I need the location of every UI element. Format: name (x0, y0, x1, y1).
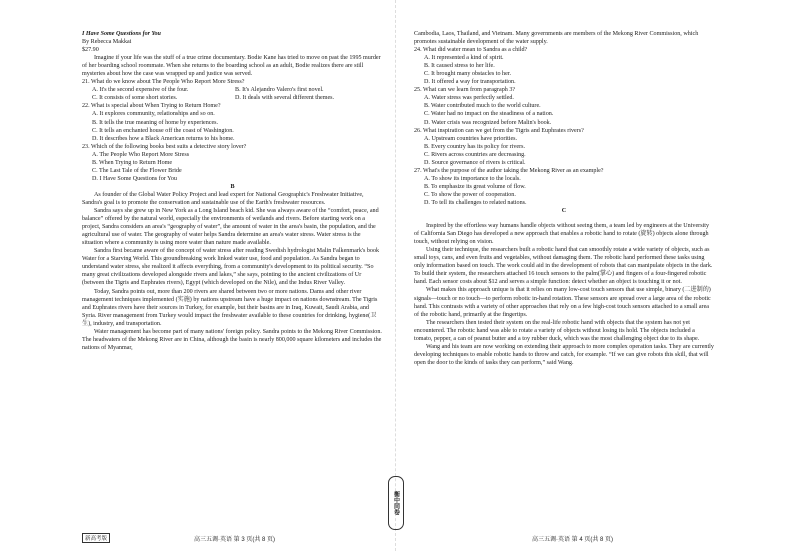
q23-option-a: A. The People Who Report More Stress (92, 151, 190, 158)
b-paragraph: Water management has become part of many nations' foreign policy. Sandra points to the Mekong River Commission. The headwaters of the Mekong River are in China, although the basin is nearly 800,000 square kilometers and includes the nations of Myanmar, (82, 328, 382, 351)
b-paragraph: Sandra says she grew up in New York as a Long Island beach kid. She was always aware of the “comfort, peace, and balance” offered by the natural world, especially the environments of wetlands and rivers. Before starting work on a project, Sandra considers an area's “geography of water”, the amount of water in the area's basin, the population, and the agricultural use of water. The geography of water helps Sandra determine an area's water stress. Water stress is the situation where a community is using more water than nature made available. (82, 208, 379, 247)
section-c-heading: C (561, 208, 567, 215)
q25-option-c: C. Water had no impact on the steadiness of a nation. (424, 111, 554, 118)
q25-option-d: D. Water crisis was recognized before Malin's book. (424, 119, 552, 126)
b-paragraph: As founder of the Global Water Policy Project and lead expert for National Geographic's Freshwater Initiative, Sandra's goal is to promote the conservation and sustainable use of the Earth's freshwater resources. (82, 191, 364, 206)
book-price: $27.90 (82, 47, 99, 54)
seal-text: 衡中同卷 (392, 491, 400, 515)
c-paragraph: What makes this approach unique is that it relies on many low-cost touch sensors that use simple, binary (二进制的) signals—touch or no touch—to perform robotic in-hand rotation. These sensors are spread over a large area of the robotic hand. This contrasts with a variety of other approaches that rely on a few high-cost touch sensors attached to a small area of the robotic hand, primarily at the fingertips. (414, 287, 711, 318)
q21-options-row2 (82, 94, 383, 102)
q22-option-b: B. It tells the true meaning of home by experiences. (92, 119, 219, 126)
c-paragraph: The researchers then tested their system on the real-life robotic hand with objects that the system has not yet encountered. The robotic hand was able to rotate a variety of objects without losing its hold. The objects included a tomato, pepper, a can of peanut butter and a toy rubber duck, which was the most challenging object due to its shape. (414, 319, 700, 342)
question-24: 24. What did water mean to Sandra as a child? (414, 47, 528, 54)
q25-option-b: B. Water contributed much to the world culture. (424, 103, 541, 110)
spacer (414, 215, 714, 222)
page-fold (395, 0, 396, 551)
question-27: 27. What's the purpose of the author taking the Mekong River as an example? (414, 167, 604, 174)
q21-option-d: D. It deals with several different themes. (235, 95, 335, 102)
b-paragraph: Sandra first became aware of the concept of water stress after reading Swedish hydrologist Malin Falkenmark's book Water for a Starving World. This groundbreaking work linked water use, food and population. As Sandra began to understand water stress, she realized it affects everything, from a community's development to its political security. “So many great civilizations developed alongside rivers and lakes,” she says, pointing to the ancient civilizations of Ur (between the Tigris and Euphrates rivers), Egypt (which developed on the Nile), and the Indus River Valley. (82, 248, 380, 287)
section-b-heading: B (230, 183, 235, 190)
page-footer-right: 高三五调·英语 第 4 页(共 8 页) (532, 537, 614, 543)
q26-option-b: B. Every country has its policy for rivers. (424, 143, 526, 150)
book-desc: Imagine if your life was the stuff of a true crime documentary. Bodie Kane has tried to move on past the 1995 murder of her boarding school roommate. When she returns to the boarding school as an adult, Bodie realizes there are still mysteries about how the case was wrapped up and justice was served. (82, 55, 381, 78)
page-footer-left: 高三五调·英语 第 3 页(共 8 页) (194, 537, 276, 543)
q23-option-d: D. I Have Some Questions for You (92, 175, 177, 182)
question-26: 26. What inspiration can we get from the Tigris and Euphrates rivers? (414, 127, 584, 134)
q23-option-c: C. The Last Tale of the Flower Bride (92, 167, 182, 174)
q23-option-b: B. When Trying to Return Home (92, 159, 173, 166)
c-paragraph: Using their technique, the researchers built a robotic hand that can smoothly rotate a wide variety of objects, such as small toys, cans, and even fruits and vegetables, without damaging them. The robotic hand performed these tasks using only information based on touch. The work could aid in the development of robots that can manipulate objects in the dark. To build their system, the researchers attached 16 touch sensors to the palm(掌心) and fingers of a four-fingered robotic hand. Each sensor costs about $12 and serves a simple function: detect whether an object is touching it or not. (414, 247, 713, 286)
q26-option-d: D. Source governance of rivers is critical. (424, 159, 526, 166)
question-21: 21. What do we know about The People Who Report More Stress? (82, 79, 245, 86)
q21-option-c: C. It consists of some short stories. (92, 95, 178, 102)
passage-b-continued: Cambodia, Laos, Thailand, and Vietnam. Many governments are members of the Mekong River Commission, which promotes sustainable development of the water supply. (414, 31, 699, 46)
q25-option-a: A. Water stress was perfectly settled. (424, 95, 514, 102)
q26-option-c: C. Rivers across countries are decreasing. (424, 151, 526, 158)
q26-option-a: A. Upstream countries have priorities. (424, 135, 518, 142)
q22-option-a: A. It explores community, relationships and so on. (92, 111, 215, 118)
q27-option-b: B. To emphasize its great volume of flow. (424, 183, 526, 190)
book-author: By Rebecca Makkai (82, 39, 132, 46)
question-23: 23. Which of the following books best suits a detective story lover? (82, 143, 247, 150)
q24-option-b: B. It caused stress to her life. (424, 63, 495, 70)
q27-option-d: D. To tell its challenges to related nations. (424, 199, 527, 206)
right-column (414, 30, 714, 367)
book-title: I Have Some Questions for You (82, 31, 161, 37)
question-22: 22. What is special about When Trying to Return Home? (82, 103, 221, 110)
b-paragraph: Today, Sandra points out, more than 200 rivers are shared between two or more nations. Dams and other river management techniques implemented (实施) by nations upstream have a huge impact on nations downstream. The Tigris and Euphrates rivers have their sources in Turkey, for example, but their basins are in Iraq, Kuwait, Saudi Arabia, and Syria. River management from Turkey would impact the freshwater available to these countries for drinking, hygiene(卫生), industry, and transportation. (82, 288, 378, 327)
c-paragraph: Wang and his team are now working on extending their approach to more complex operation tasks. They are currently developing techniques to enable robotic hands to throw and catch, for example. “If we can give robots this skill, that will open the door to the kinds of tasks they can perform,” said Wang. (414, 343, 714, 366)
question-25: 25. What can we learn from paragraph 3? (414, 87, 516, 94)
q21-options-row1 (82, 86, 383, 94)
left-column (82, 30, 383, 352)
c-paragraph: Inspired by the effortless way humans handle objects without seeing them, a team led by engineers at the University of California San Diego has developed a new approach that enables a robotic hand to rotate (旋转) objects alone through touch, without relying on vision. (414, 223, 710, 246)
q27-option-c: C. To show the power of cooperation. (424, 191, 516, 198)
exam-seal (388, 476, 404, 530)
q24-option-d: D. It offered a way for transportation. (424, 79, 516, 86)
q21-option-a: A. It's the second expensive of the four. (92, 87, 189, 94)
edition-badge: 新高考版 (82, 533, 110, 543)
q27-option-a: A. To show its importance to the locals. (424, 175, 521, 182)
q21-option-b: B. It's Alejandro Valero's first novel. (235, 87, 324, 94)
q22-option-c: C. It tells an enchanted house off the coast of Washington. (92, 127, 234, 134)
q24-option-a: A. It represented a kind of spirit. (424, 55, 504, 62)
q22-option-d: D. It describes how a Black American returns to his home. (92, 135, 235, 142)
q24-option-c: C. It brought many obstacles to her. (424, 71, 511, 78)
